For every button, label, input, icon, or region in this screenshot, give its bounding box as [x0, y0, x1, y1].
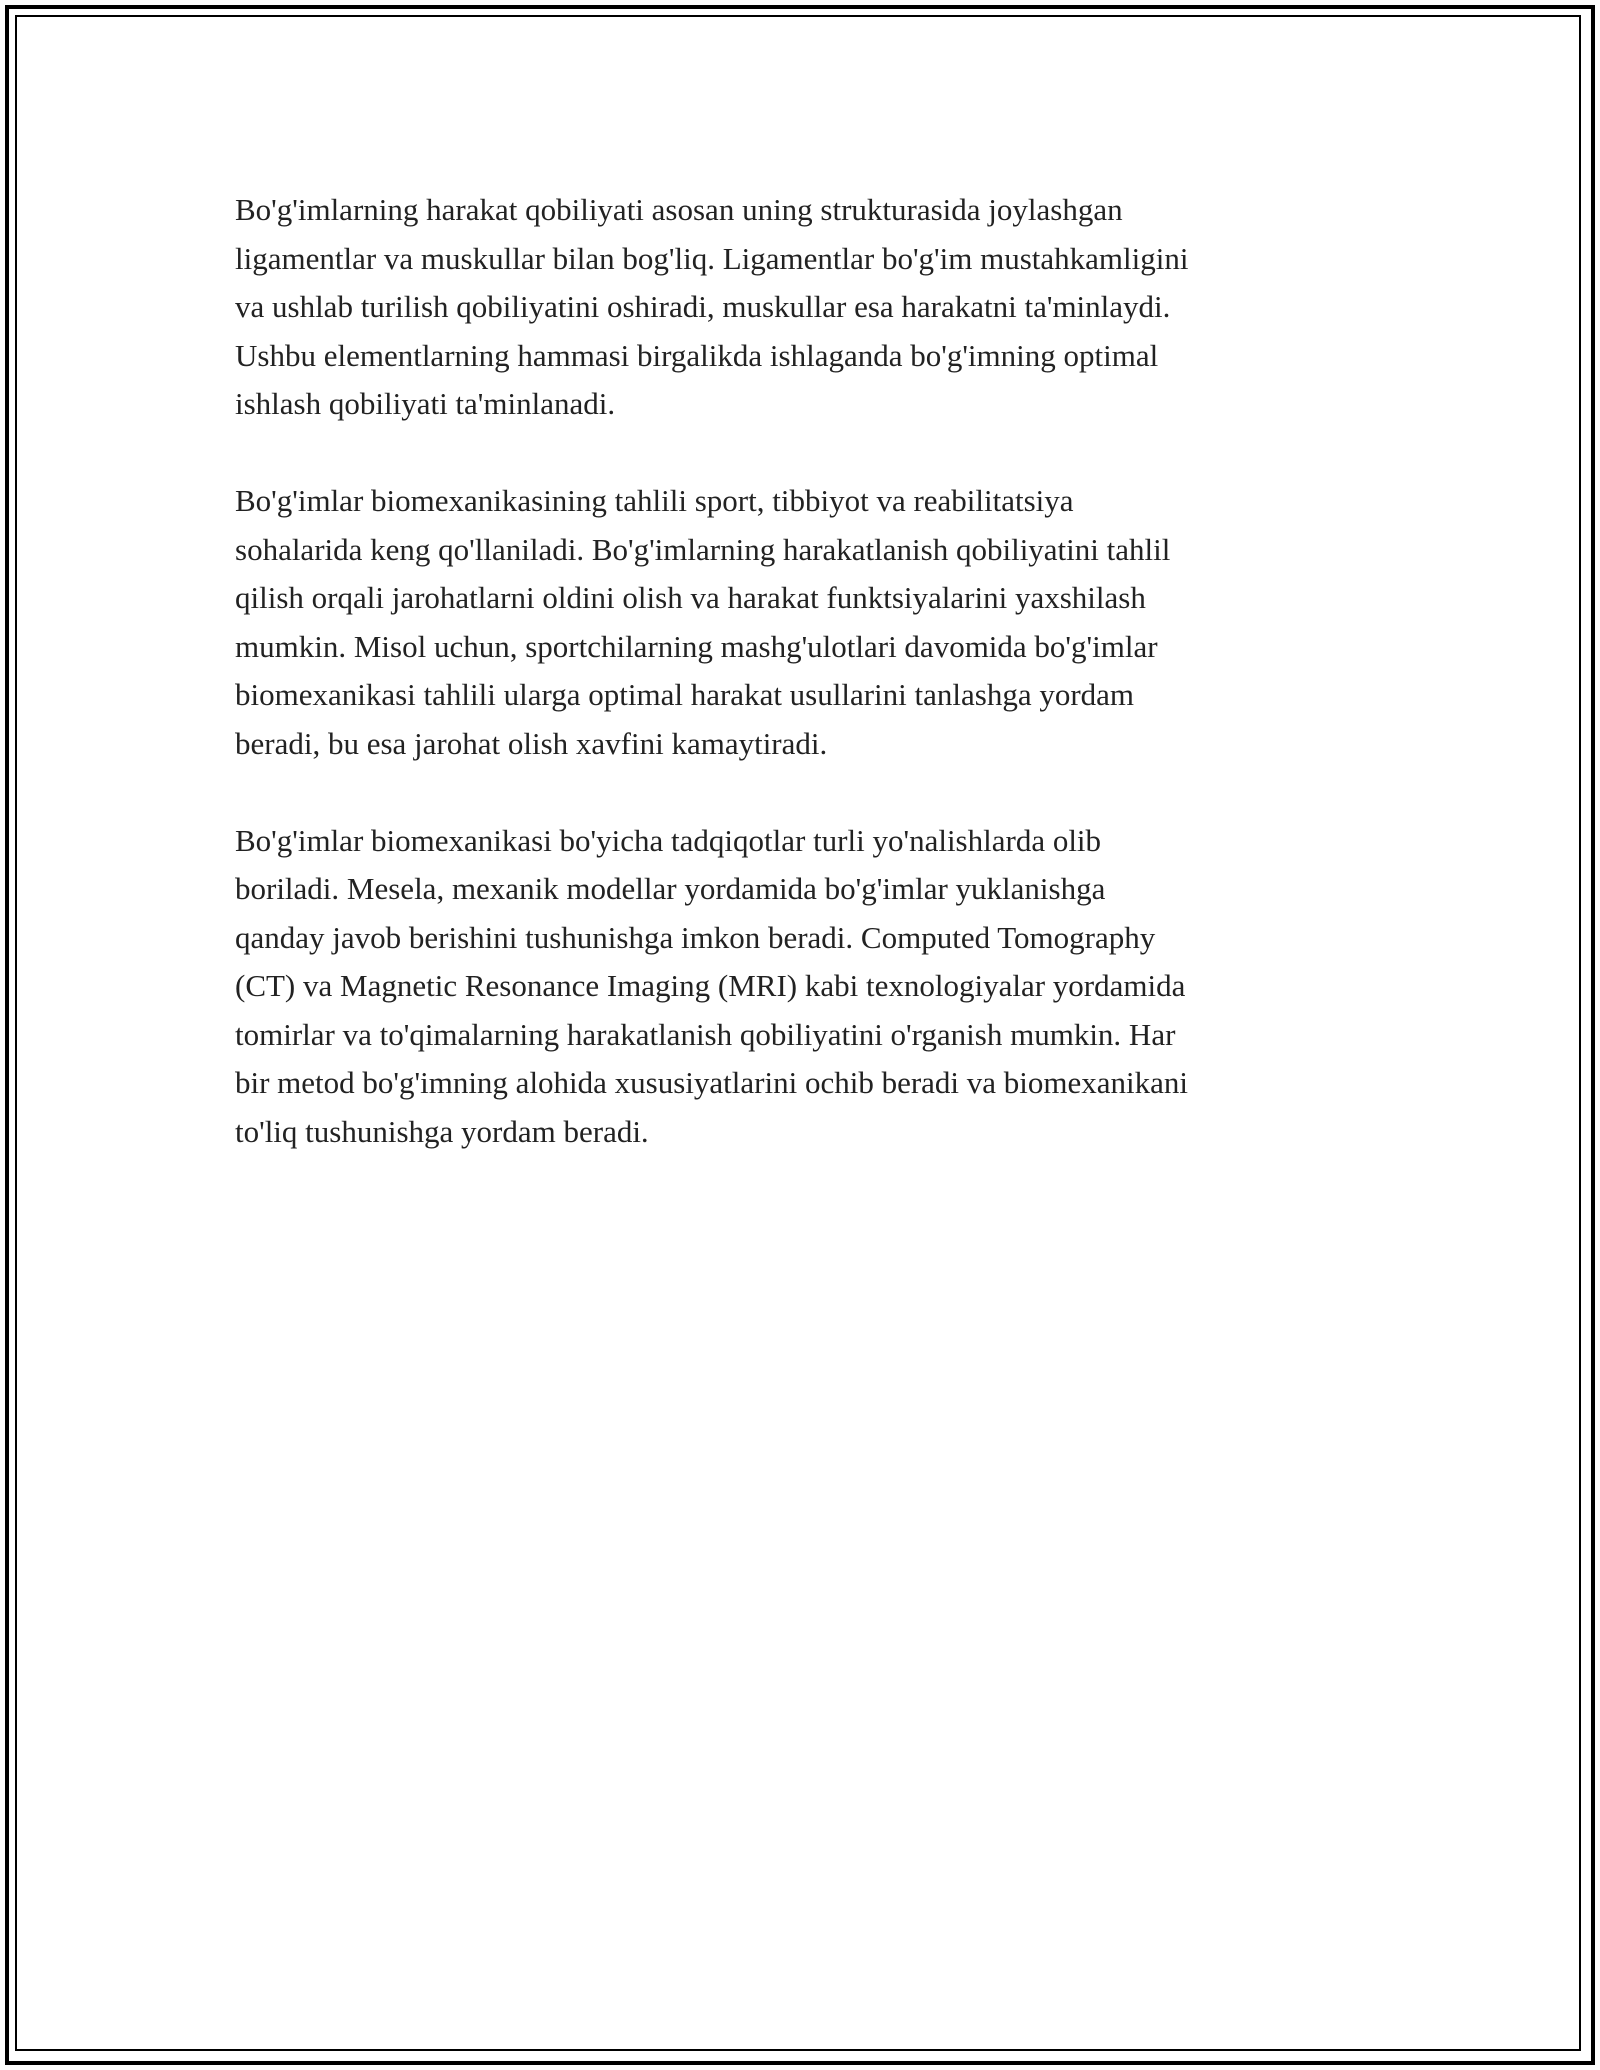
- text-line: to'liq tushunishga yordam beradi.: [235, 1113, 649, 1149]
- text-line: tomirlar va to'qimalarning harakatlanish qobiliyatini o'rganish mumkin. Har: [235, 1016, 1176, 1052]
- text-line: ishlash qobiliyati ta'minlanadi.: [235, 386, 616, 421]
- text-line: sohalarida keng qo'llaniladi. Bo'g'imlarning harakatlanish qobiliyatini tahlil: [235, 531, 1171, 567]
- text-line: biomexanikasi tahlili ularga optimal harakat usullarini tanlashga yordam: [235, 677, 1135, 712]
- text-line: Bo'g'imlar biomexanikasi bo'yicha tadqiqotlar turli yo'nalishlarda olib: [235, 822, 1102, 858]
- paragraph-1: [235, 186, 1375, 429]
- text-line: bir metod bo'g'imning alohida xususiyatlarini ochib beradi va biomexanikani: [235, 1065, 1189, 1100]
- paragraph-3: [235, 817, 1375, 1157]
- text-line: va ushlab turilish qobiliyatini oshiradi, muskullar esa harakatni ta'minlaydi.: [235, 289, 1171, 324]
- text-line: qanday javob berishini tushunishga imkon beradi. Computed Tomography: [235, 919, 1156, 955]
- text-line: mumkin. Misol uchun, sportchilarning mashg'ulotlari davomida bo'g'imlar: [235, 628, 1158, 664]
- text-line: Bo'g'imlar biomexanikasining tahlili sport, tibbiyot va reabilitatsiya: [235, 483, 1074, 518]
- text-line: beradi, bu esa jarohat olish xavfini kamaytiradi.: [235, 725, 828, 761]
- text-line: Bo'g'imlarning harakat qobiliyati asosan uning strukturasida joylashgan: [235, 192, 1123, 227]
- text-line: ligamentlar va muskullar bilan bog'liq. Ligamentlar bo'g'im mustahkamligini: [235, 240, 1189, 276]
- text-line: (CT) va Magnetic Resonance Imaging (MRI) kabi texnologiyalar yordamida: [235, 968, 1186, 1003]
- text-line: boriladi. Mesela, mexanik modellar yordamida bo'g'imlar yuklanishga: [235, 871, 1106, 906]
- document-body: [235, 186, 1375, 1156]
- text-line: qilish orqali jarohatlarni oldini olish va harakat funktsiyalarini yaxshilash: [235, 580, 1146, 615]
- text-line: Ushbu elementlarning hammasi birgalikda ishlaganda bo'g'imning optimal: [235, 337, 1159, 373]
- paragraph-2: [235, 477, 1375, 768]
